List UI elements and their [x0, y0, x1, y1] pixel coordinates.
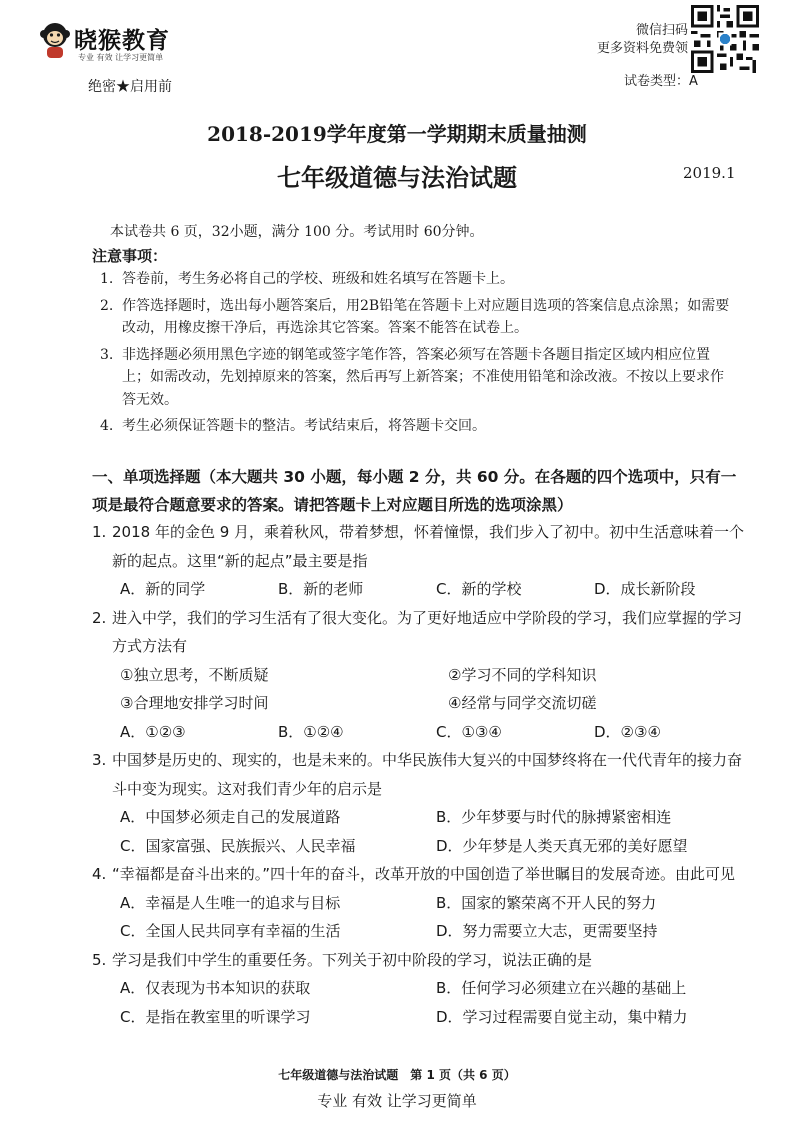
- notice-number: 4.: [100, 418, 114, 434]
- notice-title: 注意事项：: [92, 247, 168, 265]
- options-row: [92, 974, 752, 1003]
- options-row: [92, 917, 752, 946]
- options-row: [92, 803, 752, 832]
- option-c[interactable]: C．新的学校: [436, 580, 522, 598]
- question-text: 学习是我们中学生的重要任务。下列关于初中阶段的学习，说法正确的是: [112, 950, 593, 969]
- options-row: [92, 575, 752, 604]
- page-footer: 七年级道德与法治试题 第 1 页（共 6 页）: [278, 1068, 516, 1082]
- notice-text: 考生必须保证答题卡的整洁。考试结束后，将答题卡交回。: [122, 418, 486, 434]
- notice-number: 3.: [100, 346, 114, 363]
- question-text: “幸福都是奋斗出来的。”四十年的奋斗，改革开放的中国创造了举世瞩目的发展奇迹。由此可见: [112, 865, 736, 883]
- notice-number: 2.: [100, 297, 114, 314]
- notice-item: [92, 295, 732, 340]
- statement-grid: [92, 661, 752, 718]
- option-d[interactable]: D．②③④: [594, 722, 661, 741]
- notice-number: 1.: [100, 271, 114, 287]
- question-list: [92, 518, 752, 1031]
- footer-slogan: 专业 有效 让学习更简单: [317, 1092, 477, 1110]
- option-b[interactable]: B．新的老师: [278, 580, 364, 598]
- section-heading: 一、单项选择题（本大题共 30 小题，每小题 2 分，共 60 分。在各题的四个选项中，只有一项是最符合题意要求的答案。请把答题卡上对应题目所选的选项涂黑）: [92, 468, 737, 514]
- statement-3: ③合理地安排学习时间: [120, 694, 269, 712]
- notice-item: [92, 415, 732, 438]
- options-row: [92, 889, 752, 918]
- option-d[interactable]: D．成长新阶段: [594, 580, 696, 598]
- logo-tagline: 专业 有效 让学习更简单: [78, 53, 164, 62]
- question-number: 2.: [92, 608, 107, 627]
- statement-2: ②学习不同的学科知识: [448, 665, 597, 684]
- exam-title: 2018-2019学年度第一学期期末质量抽测: [207, 122, 587, 146]
- qr-caption-line-2: 更多资料免费领: [596, 41, 688, 56]
- question-3: [92, 746, 752, 860]
- notice-item: [92, 344, 732, 412]
- option-c[interactable]: C．国家富强、民族振兴、人民幸福: [120, 836, 356, 855]
- notice-list: [92, 268, 732, 442]
- options-row: [92, 832, 752, 861]
- question-2: [92, 604, 752, 747]
- monkey-mascot-icon: [38, 20, 72, 60]
- exam-subtitle: 七年级道德与法治试题: [277, 164, 517, 192]
- question-stem: [92, 746, 752, 803]
- notice-item: [92, 268, 732, 291]
- option-c[interactable]: C．是指在教室里的听课学习: [120, 1007, 311, 1026]
- notice-text: 答卷前，考生务必将自己的学校、班级和姓名填写在答题卡上。: [122, 271, 514, 287]
- statement-1: ①独立思考，不断质疑: [120, 665, 269, 684]
- qr-code-icon[interactable]: [691, 5, 759, 73]
- exam-intro: 本试卷共 6 页，32小题，满分 100 分。考试用时 60分钟。: [110, 224, 484, 240]
- notice-text: 非选择题必须用黑色字迹的钢笔或签字笔作答，答案必须写在答题卡各题目指定区域内相应位置上；如需改动，先划掉原来的答案，然后再写上新答案；不准使用铅笔和涂改液。不按以上要求作答无效。: [122, 346, 724, 408]
- option-d[interactable]: D．学习过程需要自觉主动，集中精力: [436, 1007, 688, 1026]
- option-a[interactable]: A．仅表现为书本知识的获取: [120, 979, 311, 997]
- question-stem: [92, 860, 752, 889]
- exam-date: 2019.1: [683, 164, 736, 182]
- qr-caption-line-1: 微信扫码: [635, 23, 688, 38]
- question-5: [92, 946, 752, 1032]
- option-a[interactable]: A．①②③: [120, 722, 186, 741]
- question-stem: [92, 946, 752, 975]
- logo-text: 晓猴教育: [74, 28, 170, 54]
- question-number: 3.: [92, 751, 107, 769]
- option-b[interactable]: B．任何学习必须建立在兴趣的基础上: [436, 979, 687, 997]
- brand-logo: [38, 20, 188, 68]
- option-a[interactable]: A．新的同学: [120, 580, 206, 598]
- option-b[interactable]: B．国家的繁荣离不开人民的努力: [436, 893, 657, 912]
- question-stem: [92, 518, 752, 575]
- question-text: 2018 年的金色 9 月，乘着秋风，带着梦想，怀着憧憬，我们步入了初中。初中生活意味着一个新的起点。这里“新的起点”最主要是指: [112, 523, 745, 570]
- option-c[interactable]: C．全国人民共同享有幸福的生活: [120, 922, 341, 940]
- options-row: [92, 1003, 752, 1032]
- question-number: 4.: [92, 865, 107, 883]
- options-row: [92, 718, 752, 747]
- option-d[interactable]: D．少年梦是人类天真无邪的美好愿望: [436, 836, 688, 855]
- question-4: [92, 860, 752, 946]
- question-number: 1.: [92, 523, 107, 541]
- question-text: 进入中学，我们的学习生活有了很大变化。为了更好地适应中学阶段的学习，我们应掌握的学习方式方法有: [112, 608, 743, 655]
- statement-4: ④经常与同学交流切磋: [448, 694, 597, 712]
- option-d[interactable]: D．努力需要立大志，更需要坚持: [436, 922, 658, 940]
- option-a[interactable]: A．幸福是人生唯一的追求与目标: [120, 893, 341, 912]
- option-a[interactable]: A．中国梦必须走自己的发展道路: [120, 808, 341, 826]
- question-text: 中国梦是历史的、现实的，也是未来的。中华民族伟大复兴的中国梦终将在一代代青年的接力奋斗中变为现实。这对我们青少年的启示是: [112, 751, 743, 798]
- option-b[interactable]: B．①②④: [278, 722, 344, 741]
- notice-text: 作答选择题时，选出每小题答案后，用2B铅笔在答题卡上对应题目选项的答案信息点涂黑；如需要改动，用橡皮擦干净后，再选涂其它答案。答案不能答在试卷上。: [122, 297, 730, 336]
- qr-caption: [570, 22, 688, 58]
- option-c[interactable]: C．①③④: [436, 722, 502, 741]
- question-stem: [92, 604, 752, 661]
- question-1: [92, 518, 752, 604]
- paper-type: 试卷类型：A: [624, 74, 698, 89]
- question-number: 5.: [92, 950, 107, 969]
- secret-mark: 绝密★启用前: [88, 79, 172, 95]
- option-b[interactable]: B．少年梦要与时代的脉搏紧密相连: [436, 808, 672, 826]
